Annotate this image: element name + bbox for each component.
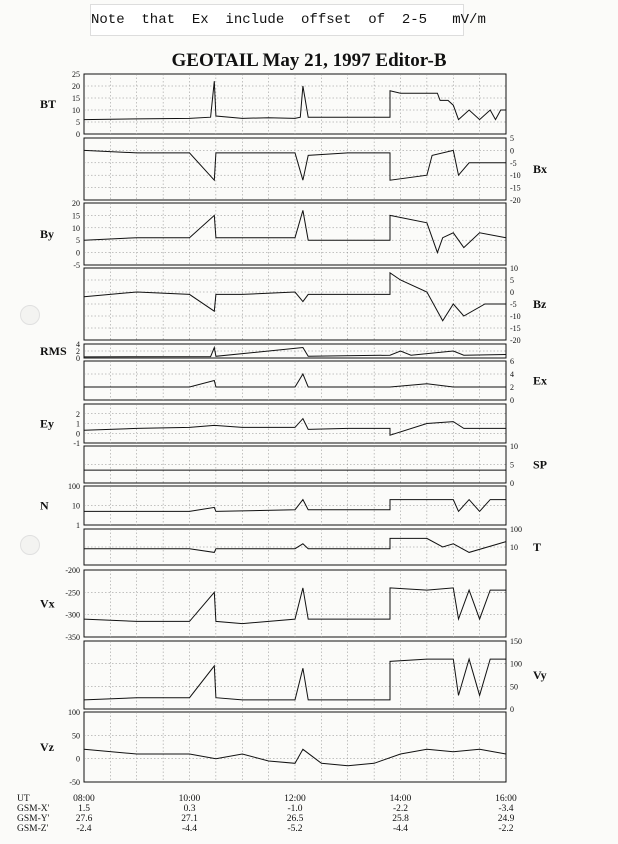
footer-label-gsmx: GSM-X' — [17, 804, 50, 814]
tick-label-bx: -15 — [510, 183, 521, 193]
footer-label-gsmy: GSM-Y' — [17, 814, 50, 824]
tick-label-bx: -20 — [510, 196, 521, 205]
panel-label-bz: Bz — [533, 297, 547, 311]
panel-label-ex: Ex — [533, 373, 548, 388]
tick-label-vz: 100 — [68, 708, 80, 717]
chart-title: GEOTAIL May 21, 1997 Editor-B — [171, 50, 447, 71]
tick-label-rms: 4 — [76, 340, 80, 349]
tick-label-n: 100 — [68, 482, 80, 491]
gsm-value: 24.9 — [497, 814, 515, 824]
tick-label-bz: -5 — [510, 300, 517, 309]
tick-label-bz: 0 — [510, 288, 514, 297]
tick-label-vx: -350 — [65, 633, 80, 642]
tick-label-by: 0 — [76, 248, 80, 258]
gsm-value: 27.6 — [75, 814, 93, 824]
tick-label-vx: -300 — [65, 610, 80, 620]
tick-label-bz: -20 — [510, 336, 521, 345]
panel-label-n: N — [40, 498, 49, 513]
panel-label-sp: SP — [533, 457, 548, 472]
tick-label-sp: 0 — [510, 479, 514, 488]
tick-label-by: 15 — [72, 211, 80, 221]
tick-label-vx: -250 — [65, 588, 80, 598]
gsm-value: -1.0 — [287, 804, 303, 814]
gsm-value: -2.4 — [76, 824, 92, 834]
gsm-value: 1.5 — [78, 804, 90, 814]
tick-label-by: 5 — [76, 236, 80, 246]
tick-label-vy: 0 — [510, 705, 514, 714]
ut-tick-label: 14:00 — [389, 794, 412, 804]
ut-tick-label: 08:00 — [73, 794, 95, 804]
tick-label-t: 100 — [510, 525, 522, 534]
panel-label-bt: BT — [40, 97, 57, 111]
tick-label-bt: 20 — [72, 82, 80, 91]
panel-label-rms: RMS — [40, 344, 67, 358]
tick-label-by: 10 — [72, 223, 80, 233]
gsm-value: -4.4 — [181, 824, 198, 834]
tick-label-by: -5 — [73, 261, 80, 270]
tick-label-bx: -5 — [510, 158, 517, 168]
tick-label-bt: 0 — [76, 130, 80, 139]
tick-label-ey: 0 — [76, 429, 80, 439]
gsm-value: 27.1 — [181, 814, 198, 824]
tick-label-vy: 50 — [510, 682, 518, 692]
tick-label-n: 10 — [72, 501, 80, 511]
trace-bx — [84, 150, 506, 180]
gsm-value: -4.4 — [392, 824, 409, 834]
tick-label-rms: 2 — [76, 347, 80, 356]
tick-label-ex: 0 — [510, 396, 514, 405]
tick-label-vz: 50 — [72, 731, 80, 741]
panel-label-ey: Ey — [40, 416, 55, 431]
tick-label-ey: 2 — [76, 409, 80, 419]
tick-label-vy: 100 — [510, 659, 522, 669]
panel-label-vz: Vz — [40, 740, 54, 754]
tick-label-bt: 25 — [72, 70, 80, 79]
tick-label-bz: 10 — [510, 264, 518, 273]
footer-label-gsmz: GSM-Z' — [17, 824, 49, 834]
panel-label-vx: Vx — [40, 596, 55, 611]
tick-label-bz: 5 — [510, 276, 514, 285]
tick-label-bt: 5 — [76, 118, 80, 127]
tick-label-ex: 4 — [510, 370, 514, 379]
tick-label-by: 20 — [72, 199, 80, 208]
tick-label-ex: 6 — [510, 357, 514, 366]
gsm-value: 25.8 — [392, 814, 409, 824]
tick-label-vz: 0 — [76, 754, 80, 764]
ut-tick-label: 12:00 — [284, 794, 306, 804]
gsm-value: -5.2 — [287, 824, 303, 834]
tick-label-bt: 10 — [72, 106, 80, 115]
offset-note: Note that Ex include offset of 2-5 mV/m — [90, 4, 464, 36]
tick-label-bx: 5 — [510, 134, 514, 143]
tick-label-bz: -15 — [510, 324, 521, 333]
gsm-value: 0.3 — [183, 804, 196, 814]
tick-label-n: 1 — [76, 521, 80, 530]
gsm-value: -3.4 — [498, 804, 514, 814]
panel-label-vy: Vy — [533, 668, 547, 682]
tick-label-vx: -200 — [65, 566, 80, 575]
tick-label-rms: 0 — [76, 354, 80, 363]
ut-tick-label: 16:00 — [495, 794, 517, 804]
tick-label-vz: -50 — [69, 778, 80, 787]
panel-label-bx: Bx — [533, 162, 548, 176]
tick-label-ex: 2 — [510, 383, 514, 392]
panel-label-by: By — [40, 227, 55, 241]
panel-frame-ex — [84, 361, 506, 400]
ut-tick-label: 10:00 — [178, 794, 201, 804]
panel-frame-bt — [84, 74, 506, 134]
tick-label-vy: 150 — [510, 637, 522, 646]
panel-label-t: T — [533, 540, 542, 554]
gsm-value: -2.2 — [392, 804, 409, 814]
tick-label-sp: 10 — [510, 442, 518, 451]
tick-label-bz: -10 — [510, 312, 521, 321]
tick-label-bx: 0 — [510, 146, 514, 156]
footer-label-ut: UT — [17, 794, 30, 804]
tick-label-bx: -10 — [510, 171, 521, 181]
tick-label-t: 10 — [510, 543, 518, 552]
tick-label-ey: -1 — [73, 439, 80, 448]
tick-label-ey: 1 — [76, 419, 80, 429]
gsm-value: -2.2 — [498, 824, 514, 834]
tick-label-sp: 5 — [510, 460, 514, 470]
tick-label-bt: 15 — [72, 94, 80, 103]
gsm-value: 26.5 — [286, 814, 304, 824]
